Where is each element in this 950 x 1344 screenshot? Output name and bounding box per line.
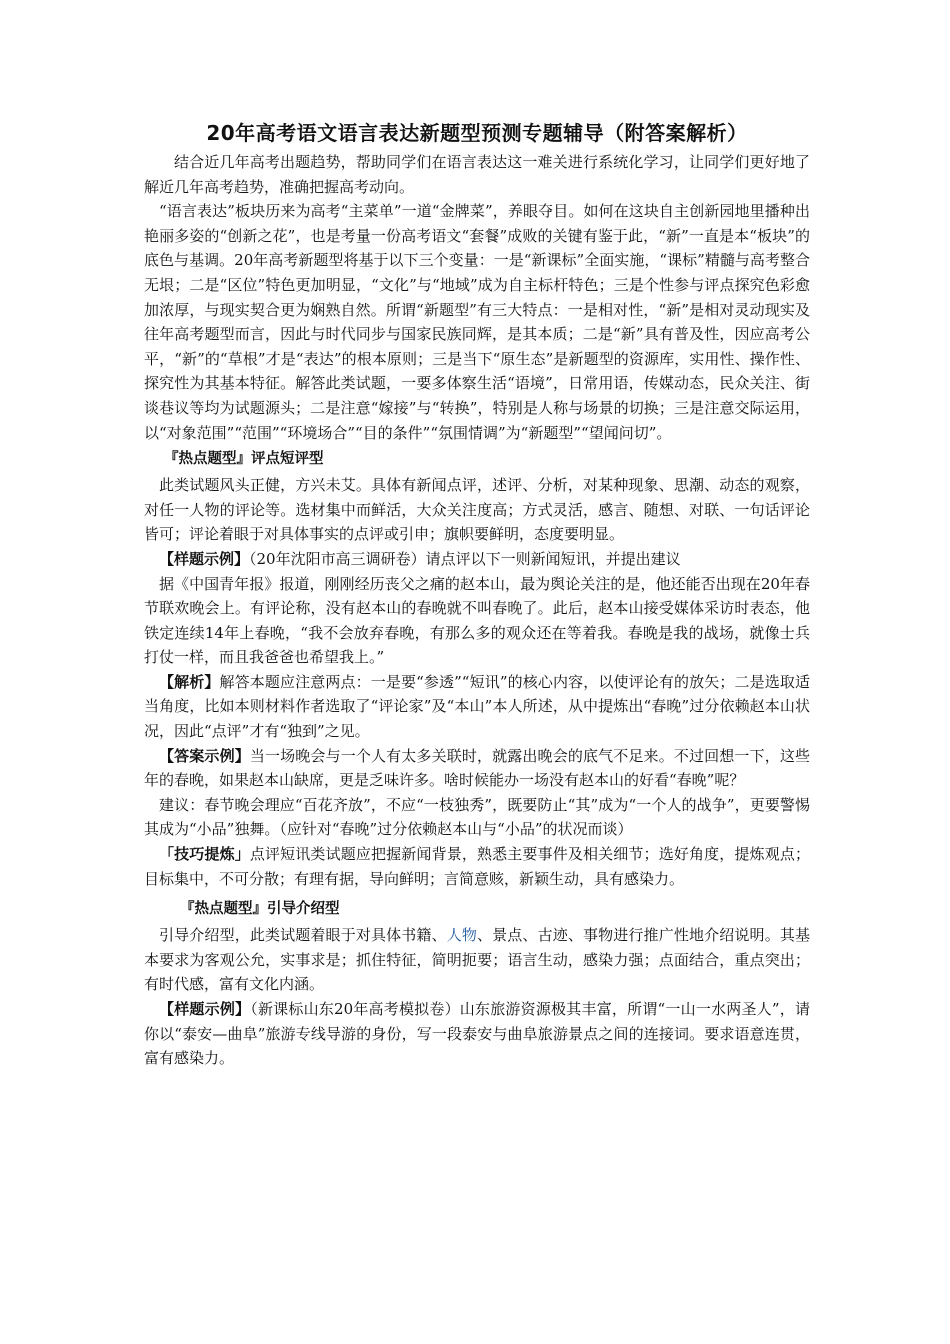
section2-heading: 『热点题型』引导介绍型 [180,901,340,918]
document-title: 20年高考语文语言表达新题型预测专题辅导（附答案解析） [206,121,748,145]
tip-paragraph [144,842,810,891]
tip-label: 「技巧提炼」 [159,845,250,864]
section2-sample [144,997,810,1071]
answer-text: 当一场晚会与一个人有太多关联时，就露出晚会的底气不足来。不过回想一下，这些年的春晚，如果赵本山缺席，更是乏味许多。啥时候能办一场没有赵本山的好看“春晚”呢？ [144,746,810,790]
news-paragraph: 据《中国青年报》报道，刚刚经历丧父之痛的赵本山，最为舆论关注的是，他还能否出现在20年春节联欢晚会上。有评论称，没有赵本山的春晚就不叫春晚了。此后，赵本山接受媒体采访时表态，他铁定连续14年上春晚，“我不会放弃春晚，有那么多的观众还在等着我。春晚是我的战场，就像士兵打仗一样，而且我爸爸也希望我上。” [144,574,810,667]
sample2-text: （新课标山东20年高考模拟卷）山东旅游资源极其丰富，所谓“一山一水两圣人”，请你以“泰安—曲阜”旅游专线导游的身份，写一段泰安与曲阜旅游景点之间的连接词。要求语意连贯，富有感染力。 [144,1000,810,1068]
section2-description [144,923,810,997]
analysis-paragraph [144,670,810,744]
section1-description: 此类试题风头正健，方兴未艾。具体有新闻点评，述评、分析，对某种现象、思潮、动态的观察，对任一人物的评论等。选材集中而鲜活，大众关注度高；方式灵活，感言、随想、对联、一句话评论皆可；评论着眼于对具体事实的点评或引申；旗帜要鲜明，态度要明显。 [144,476,810,544]
tip-text: 点评短讯类试题应把握新闻背景，熟悉主要事件及相关细节；选好角度，提炼观点；目标集中，不可分散；有理有据，导向鲜明；言简意赅，新颖生动，具有感染力。 [144,845,810,888]
answer-paragraph [144,744,810,793]
section1-heading: 『热点题型』评点短评型 [164,451,324,468]
sample2-label: 【样题示例】 [159,1000,251,1018]
analysis-label: 【解析】 [159,672,220,691]
desc-text-2: 、景点、古迹、事物进行推广性地介绍说明。其基本要求为客观公允，实事求是；抓住特征，简明扼要；语言生动，感染力强；点面结合，重点突出；有时代感，富有文化内涵。 [144,926,810,994]
intro-paragraph: 结合近几年高考出题趋势，帮助同学们在语言表达这一难关进行系统化学习，让同学们更好地了解近几年高考趋势，准确把握高考动向。 [144,153,810,196]
answer-label: 【答案示例】 [159,746,250,765]
people-link[interactable]: 人物 [446,926,477,945]
desc-text-1: 引导介绍型，此类试题着眼于对具体书籍、 [159,926,447,945]
sample-text: （20年沈阳市高三调研卷）请点评以下一则新闻短讯，并提出建议 [249,549,681,568]
sample-label: 【样题示例】 [159,549,250,568]
overview-paragraph: “语言表达”板块历来为高考“主菜单”一道“金牌菜”，养眼夺目。如何在这块自主创新园地里播种出艳丽多姿的“创新之花”，也是考量一份高考语文“套餐”成败的关键有鉴于此，“新”一直是本“板块”的底色与基调。20年高考新题型将基于以下三个变量：一是“新课标”全面实施，“课标”精髓与高考整合无垠；二是“区位”特色更加明显，“文化”与“地域”成为自主标杆特色；三是个性参与评点探究色彩愈加浓厚，与现实契合更为娴熟自然。所谓“新题型”有三大特点：一是相对性，“新”是相对灵动现实及往年高考题型而言，因此与时代同步与国家民族同辉，是其本质；二是“新”具有普及性，因应高考公平，“新”的“草根”才是“表达”的根本原则；三是当下“原生态”是新题型的资源库，实用性、操作性、探究性为其基本特征。解答此类试题，一要多体察生活“语境”，日常用语，传媒动态，民众关注、街谈巷议等均为试题源头；二是注意“嫁接”与“转换”，特别是人称与场景的切换；三是注意交际运用，以“对象范围”“范围”“环境场合”“目的条件”“氛围情调”为“新题型”“望闻问切”。 [144,202,810,442]
section1-sample [144,547,810,572]
document-body [144,118,810,1071]
analysis-text: 解答本题应注意两点：一是要“参透”“短讯”的核心内容，以使评论有的放矢；二是选取适当角度，比如本则材料作者选取了“评论家”及“本山”本人所述，从中提炼出“春晚”过分依赖赵本山状况，因此“点评”才有“独到”之见。 [144,672,810,741]
suggestion-paragraph: 建议：春节晚会理应“百花齐放”，不应“一枝独秀”，既要防止“其”成为“一个人的战争”，更要警惕其成为“小品”独舞。（应针对“春晚”过分依赖赵本山与“小品”的状况而谈） [144,795,810,839]
